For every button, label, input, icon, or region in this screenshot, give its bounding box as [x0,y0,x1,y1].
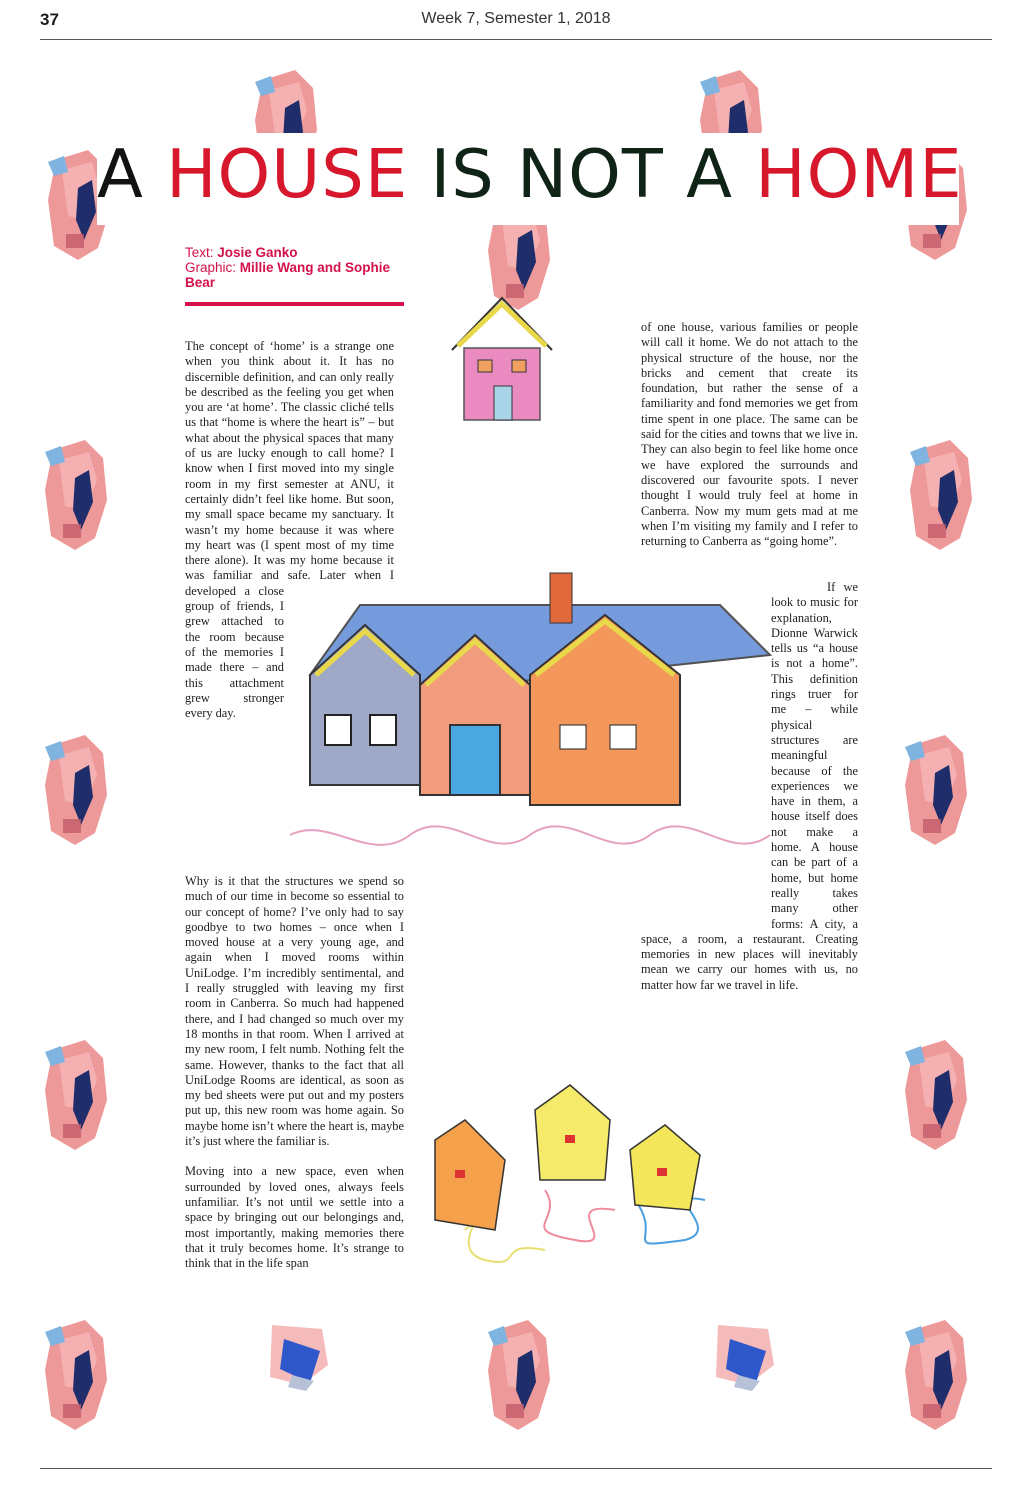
title-part-is-not-a: IS NOT A [408,135,756,213]
article-column-left-bottom [185,874,404,1286]
article-paragraph: The concept of ‘home’ is a strange one when you think about it. It has no discernible definition, and can only really be described as the feeling you get when you are ‘at home’. The classic cliché tells us that “home is where the heart is” – but what about the physical spaces that many of us are lucky enough to call home? I know when I first moved into my single room in my first semester at ANU, it certainly didn’t feel like home. But soon, my small space became my sanctuary. It wasn’t my home because it was where my heart was (I spent most of my time there alone). It was my home because it was familiar and safe. Later when I developed a close group of friends, I grew attached to the room because of the memories I made there – and this attachment grew stronger every day. [185,339,394,721]
small-house-illustration [442,290,562,430]
article-paragraph: Why is it that the structures we spend so much of our time in become so essential to our concept of home? I’ve only had to say goodbye to two homes – once when I moved house at a very young age, and again when I moved rooms within UniLodge. I’m incredibly sentimental, and I really struggled with leaving my first room in Canberra. So much had happened there, and I had changed so much over my 18 months in that room. When I arrived at my new room, I felt numb. Nothing felt the same. However, thanks to the fact that all UniLodge Rooms are identical, as soon as my bed sheets were put out and my posters put up, this new room was home again. So maybe home isn’t where the heart is, maybe it’s just where the familiar is. [185,874,404,1149]
article-column-right-bottom [641,580,858,1008]
text-credit-label: Text: [185,245,218,260]
graphic-credit-name: Millie Wang and Sophie Bear [185,260,391,290]
title-part-a: A [97,135,167,213]
byline-rule [185,302,404,306]
graphic-credit-label: Graphic: [185,260,240,275]
article-paragraph: Moving into a new space, even when surrounded by loved ones, always feels unfamiliar. It’s not until we settle into a space by bringing out our belongings and, most importantly, making memories there that it truly becomes home. It’s strange to think that in the life span [185,1164,404,1271]
article-paragraph: If we look to music for explanation, Dionne Warwick tells us “a house is not a home”. This definition rings truer for me – while physical structures are meaningful because of the experiences we have in them, a house itself does not make a home. A house can be part of a home, but home really takes many other forms: A city, a space, a room, a restaurant. Creating memories in new places will inevitably mean we carry our homes with us, no matter how far we travel in life. [641,580,858,992]
page-title [97,134,963,214]
article-column-right-top [641,320,858,564]
issue-date: Week 7, Semester 1, 2018 [421,10,611,27]
text-credit-name: Josie Ganko [217,245,298,260]
article-paragraph: of one house, various families or people will call it home. We do not attach to the physical structure of the house, nor the bricks and cement that create its foundation, but rather the sense of a familiarity and fond memories we get from time spent in one place. The same can be said for the cities and towns that we live in. They can also begin to feel like home once we have explored the surrounds and discovered our favourite spots. I never thought I would truly feel at home in Canberra. Now my mum gets mad at me when I’m visiting my family and I refer to returning to Canberra as “going home”. [641,320,858,549]
three-houses-illustration [425,1080,725,1270]
article-column-left-top [185,339,404,859]
title-part-home: HOME [755,135,963,213]
byline [185,245,405,290]
header-rule [40,39,992,40]
title-part-house: HOUSE [166,135,409,213]
footer-rule [40,1468,992,1469]
page-number: 37 [40,10,59,29]
